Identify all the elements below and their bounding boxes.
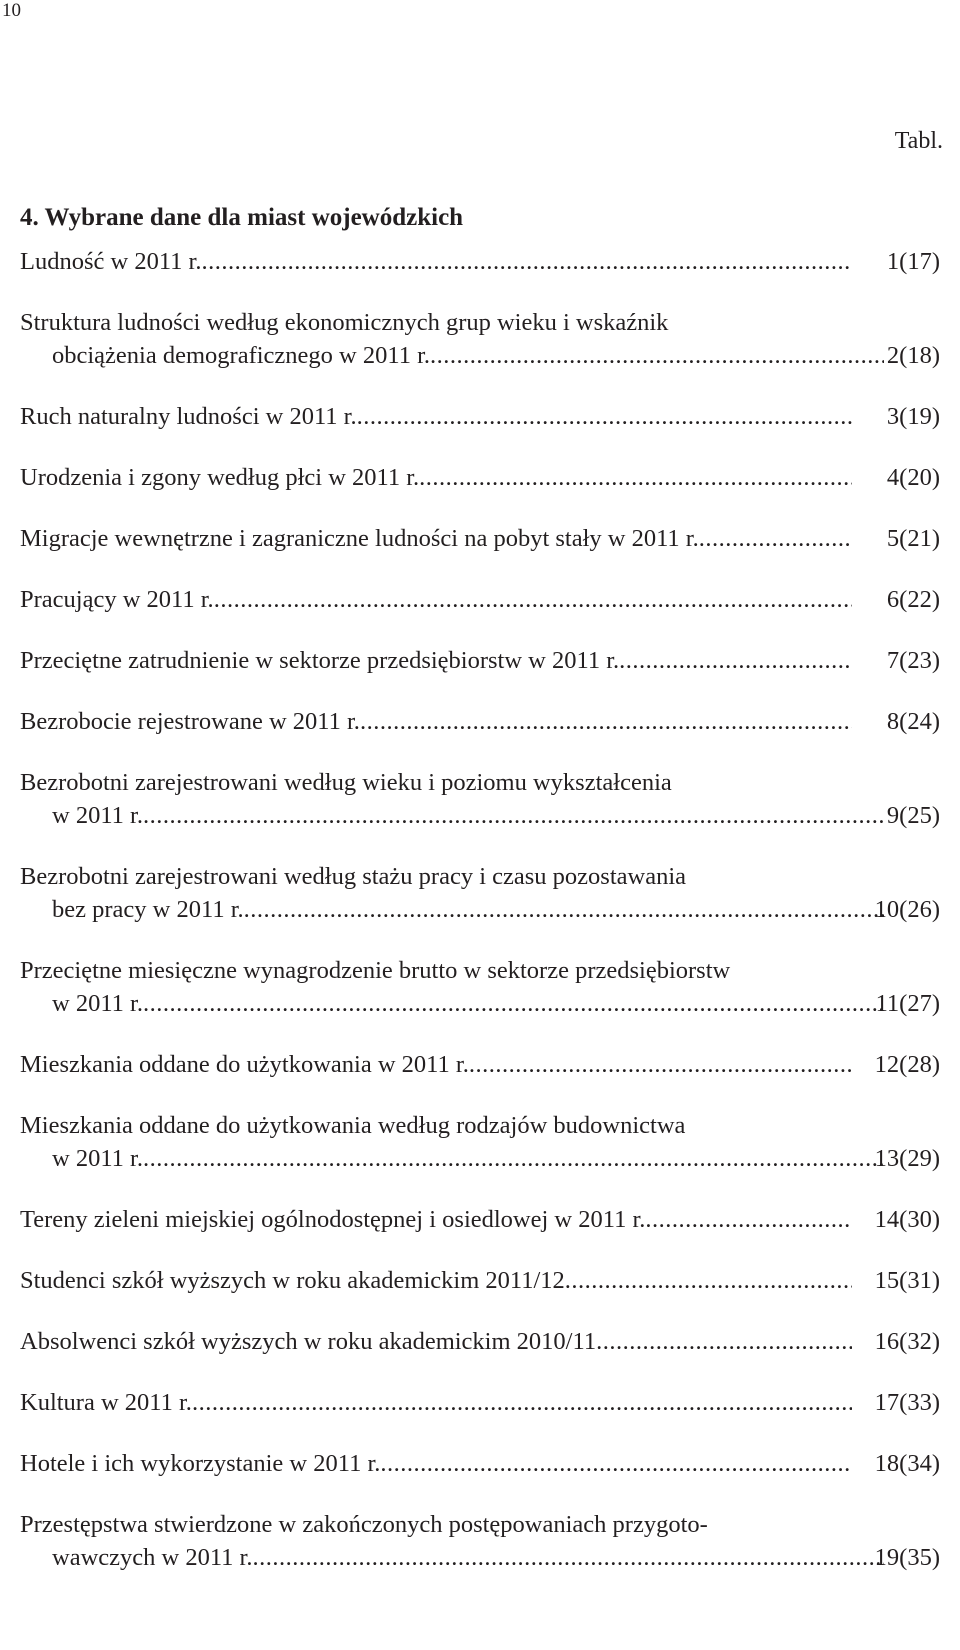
toc-entry-text: wawczych w 2011 r. (52, 1544, 253, 1571)
toc-entry[interactable] (20, 522, 940, 555)
toc-entry-text: Struktura ludności według ekonomicznych grup wieku i wskaźnik (20, 309, 669, 336)
toc-entry[interactable] (20, 306, 940, 372)
toc-entry[interactable] (20, 1325, 940, 1358)
toc-entry-number: 4(20) (886, 464, 940, 491)
toc-entry[interactable] (20, 1109, 940, 1175)
toc-entry-number: 19(35) (874, 1544, 940, 1571)
dot-leader (214, 583, 852, 616)
toc-entry-text: Migracje wewnętrzne i zagraniczne ludności na pobyt stały w 2011 r. (20, 525, 699, 552)
toc-entry[interactable] (20, 461, 940, 494)
toc-entry-number: 3(19) (886, 403, 940, 430)
toc-entry-text: Hotele i ich wykorzystanie w 2011 r. (20, 1450, 381, 1477)
dot-leader (469, 1048, 852, 1081)
toc-entry-number: 5(21) (886, 525, 940, 552)
toc-entry-text: obciążenia demograficznego w 2011 r. (52, 342, 431, 369)
table-of-contents (20, 245, 940, 1574)
toc-entry-text: Pracujący w 2011 r. (20, 586, 214, 613)
toc-entry-text: Przeciętne miesięczne wynagrodzenie brutto w sektorze przedsiębiorstw (20, 957, 731, 984)
toc-entry-number: 13(29) (874, 1145, 940, 1172)
dot-leader (201, 245, 852, 278)
toc-entry-number: 9(25) (886, 802, 940, 829)
toc-entry-text: Przeciętne zatrudnienie w sektorze przedsiębiorstw w 2011 r. (20, 647, 620, 674)
toc-entry[interactable] (20, 583, 940, 616)
dot-leader (430, 339, 884, 372)
toc-entry-number: 1(17) (886, 248, 940, 275)
dot-leader (357, 400, 852, 433)
dot-leader (596, 1325, 852, 1358)
dot-leader (143, 987, 884, 1020)
toc-entry-text: Ruch naturalny ludności w 2011 r. (20, 403, 357, 430)
toc-entry[interactable] (20, 705, 940, 738)
toc-entry[interactable] (20, 1264, 940, 1297)
toc-entry-number: 7(23) (886, 647, 940, 674)
toc-entry-text: w 2011 r. (52, 990, 143, 1017)
toc-entry-number: 10(26) (874, 896, 940, 923)
toc-entry[interactable] (20, 1508, 940, 1574)
tabl-label: Tabl. (894, 128, 943, 154)
toc-entry-text: Tereny zieleni miejskiej ogólnodostępnej i osiedlowej w 2011 r. (20, 1206, 646, 1233)
toc-entry-number: 15(31) (874, 1267, 940, 1294)
toc-entry-text: Urodzenia i zgony według płci w 2011 r. (20, 464, 420, 491)
toc-entry[interactable] (20, 954, 940, 1020)
toc-entry-number: 11(27) (875, 990, 940, 1017)
toc-entry-text: Studenci szkół wyższych w roku akademickim 2011/12 (20, 1267, 565, 1294)
dot-leader (143, 799, 884, 832)
dot-leader (565, 1264, 852, 1297)
toc-entry-text: w 2011 r. (52, 802, 143, 829)
toc-entry-text: bez pracy w 2011 r. (52, 896, 244, 923)
toc-entry[interactable] (20, 644, 940, 677)
toc-entry-number: 14(30) (874, 1206, 940, 1233)
dot-leader (619, 644, 852, 677)
toc-entry[interactable] (20, 245, 940, 278)
toc-entry[interactable] (20, 400, 940, 433)
dot-leader (645, 1203, 852, 1236)
toc-entry-text: Ludność w 2011 r. (20, 248, 202, 275)
toc-entry-text: Bezrobocie rejestrowane w 2011 r. (20, 708, 360, 735)
toc-entry-text: w 2011 r. (52, 1145, 143, 1172)
dot-leader (419, 461, 852, 494)
toc-entry-text: Absolwenci szkół wyższych w roku akademickim 2010/11 (20, 1328, 597, 1355)
toc-entry[interactable] (20, 1203, 940, 1236)
dot-leader (360, 705, 852, 738)
toc-entry-number: 18(34) (874, 1450, 940, 1477)
toc-entry-text: Kultura w 2011 r. (20, 1389, 192, 1416)
toc-entry-number: 16(32) (874, 1328, 940, 1355)
dot-leader (143, 1142, 884, 1175)
toc-entry[interactable] (20, 1048, 940, 1081)
toc-entry-number: 8(24) (886, 708, 940, 735)
toc-entry-number: 17(33) (874, 1389, 940, 1416)
toc-entry-number: 12(28) (874, 1051, 940, 1078)
toc-entry-text: Przestępstwa stwierdzone w zakończonych postępowaniach przygoto- (20, 1511, 708, 1538)
dot-leader (699, 522, 852, 555)
section-title: 4. Wybrane dane dla miast wojewódzkich (20, 204, 464, 231)
toc-entry[interactable] (20, 1386, 940, 1419)
toc-entry-number: 2(18) (886, 342, 940, 369)
toc-entry[interactable] (20, 860, 940, 926)
dot-leader (252, 1541, 884, 1574)
toc-entry-number: 6(22) (886, 586, 940, 613)
toc-entry-text: Bezrobotni zarejestrowani według wieku i poziomu wykształcenia (20, 769, 672, 796)
toc-entry-text: Mieszkania oddane do użytkowania według rodzajów budownictwa (20, 1112, 686, 1139)
toc-entry-text: Bezrobotni zarejestrowani według stażu pracy i czasu pozostawania (20, 863, 686, 890)
dot-leader (192, 1386, 852, 1419)
dot-leader (380, 1447, 852, 1480)
dot-leader (244, 893, 884, 926)
page-number: 10 (2, 0, 21, 21)
toc-entry-text: Mieszkania oddane do użytkowania w 2011 r. (20, 1051, 469, 1078)
toc-entry[interactable] (20, 766, 940, 832)
toc-entry[interactable] (20, 1447, 940, 1480)
